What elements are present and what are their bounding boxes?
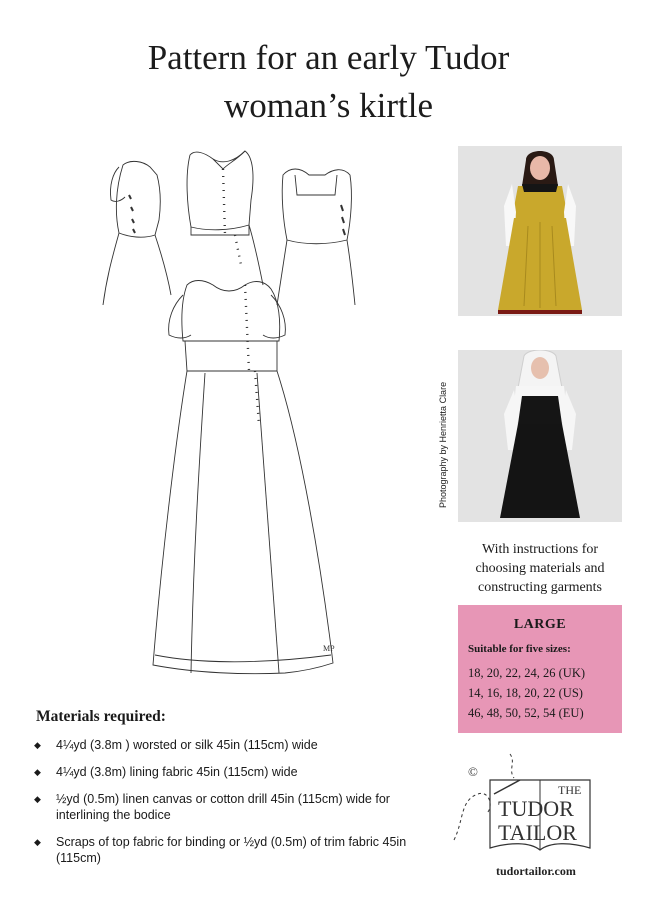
dashed-thread-line xyxy=(454,793,490,840)
size-line-eu: 46, 48, 50, 52, 54 (EU) xyxy=(468,706,584,720)
artist-initials: MP xyxy=(323,644,335,653)
page-title xyxy=(0,34,657,130)
material-text: ½yd (0.5m) linen canvas or cotton drill 45in (115cm) wide for interlining the bodice xyxy=(56,792,390,822)
bullet-icon: ◆ xyxy=(34,740,41,750)
size-subtitle: Suitable for five sizes: xyxy=(468,643,571,655)
photo-credit: Photography by Henrietta Clare xyxy=(438,381,448,508)
material-text: Scraps of top fabric for binding or ½yd (0.5m) of trim fabric 45in (115cm) xyxy=(56,835,407,865)
bodice-side-view xyxy=(103,161,171,305)
size-line-uk: 18, 20, 22, 24, 26 (UK) xyxy=(468,666,586,680)
list-item xyxy=(32,834,432,866)
instructions-line-3: constructing garments xyxy=(477,580,603,595)
full-gown-sketch xyxy=(153,281,333,674)
size-line-us: 14, 16, 18, 20, 22 (US) xyxy=(468,686,583,700)
bullet-icon: ◆ xyxy=(34,837,41,847)
material-text: 4¼yd (3.8m) lining fabric 45in (115cm) wide xyxy=(56,765,298,779)
instructions-line-2: choosing materials and xyxy=(475,561,605,576)
materials-heading: Materials required: xyxy=(36,708,166,725)
photo-black-kirtle xyxy=(458,350,622,522)
list-item xyxy=(32,791,432,823)
instructions-blurb xyxy=(458,540,622,597)
material-text: 4¼yd (3.8m ) worsted or silk 45in (115cm) wide xyxy=(56,738,318,752)
photo-gold-kirtle xyxy=(458,146,622,316)
size-title: LARGE xyxy=(513,617,567,632)
copyright-symbol: © xyxy=(468,764,478,779)
title-line-1: Pattern for an early Tudor xyxy=(147,38,510,77)
logo-tudor: TUDOR xyxy=(498,796,574,821)
title-line-2: woman’s kirtle xyxy=(224,86,433,125)
needle-icon xyxy=(494,780,520,794)
logo-the: THE xyxy=(558,783,582,797)
size-info-box xyxy=(458,605,622,733)
bodice-front-view xyxy=(187,151,263,285)
kirtle-sketch xyxy=(95,145,365,690)
logo-tailor: TAILOR xyxy=(498,820,577,845)
bullet-icon: ◆ xyxy=(34,767,41,777)
bullet-icon: ◆ xyxy=(34,794,41,804)
list-item xyxy=(32,737,432,753)
list-item xyxy=(32,764,432,780)
materials-list xyxy=(32,737,432,877)
instructions-line-1: With instructions for xyxy=(481,542,599,557)
website-link[interactable]: tudortailor.com xyxy=(496,864,576,878)
tudor-tailor-logo xyxy=(450,750,610,860)
bodice-back-view xyxy=(277,169,355,305)
